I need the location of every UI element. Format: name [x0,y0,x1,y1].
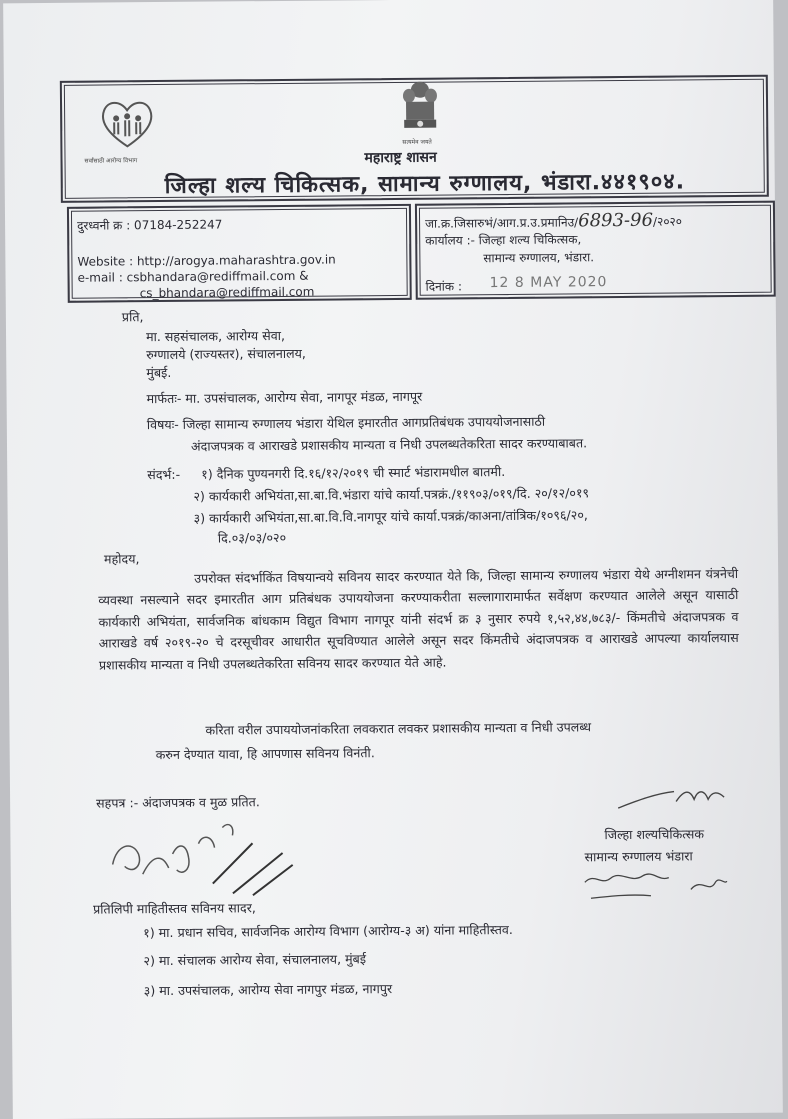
email-line-2: cs_bhandara@rediffmail.com [139,284,315,301]
reference-number-handwritten: 6893-96 [578,209,654,232]
copy-item-3: ३) मा. उपसंचालक, आरोग्य सेवा नागपुर मंडळ, नागपुर [143,981,393,999]
contact-box [67,204,412,303]
reference-box [415,201,776,300]
office-line-1: कार्यालय :- जिल्हा शल्य चिकित्सक, [425,232,582,248]
phone: दुरध्वनी क्र : 07184-252247 [77,217,223,233]
subject-line-1: विषयः- जिल्हा सामान्य रुग्णालय भंडारा येथिल इमारतीत आगप्रतिबंधक उपाययोजनासाठी [146,413,546,433]
emblem-caption: सत्यमेव जयते [402,138,432,146]
date-label: दिनांक : [425,279,463,294]
reference-number-suffix: /२०२० [652,214,683,229]
copy-item-1: १) मा. प्रधान सचिव, सार्वजनिक आरोग्य विभाग (आरोग्य-३ अ) यांना माहितीस्तव. [143,921,513,941]
reference-item-1: १) दैनिक पुण्यनगरी दि.१६/१२/२०१९ ची स्मार्ट भंडारामधील बातमी. [201,464,506,482]
health-logo-caption: सर्वांसाठी आरोग्य विभाग [84,157,138,165]
addressee-line-2: रुग्णालये (राज्यस्तर), संचालनालय, [146,345,306,363]
enclosure: सहपत्र :- अंदाजपत्रक व मुळ प्रतित. [96,794,260,811]
government-name: महाराष्ट्र शासन [364,149,437,167]
salutation: महोदय, [103,551,140,567]
signatory-title-1: जिल्हा शल्यचिकित्सक [604,826,705,843]
reference-item-3-date: दि.०३/०३/०२० [217,529,287,546]
copy-item-2: २) मा. संचालक आरोग्य सेवा, संचालनालय, मुंबई [143,951,367,969]
date-stamp: 12 8 MAY 2020 [489,274,608,292]
website: Website : http://arogya.maharashtra.gov.in [77,252,336,269]
national-emblem [396,78,445,140]
body-paragraph-2-line-1: करिता वरील उपाययोजनांकरिता लवकरात लवकर प्रशासकीय मान्यता व निधी उपलब्ध [205,719,592,738]
reference-item-3: ३) कार्यकारी अभियंता,सा.बा.वि.वि.नागपूर यांचे कार्या.पत्रक्रं/काअना/तांत्रिक/१०९६/२०, [193,507,588,526]
signatory-title-2: सामान्य रुग्णालय भंडारा [584,848,693,865]
office-line-2: सामान्य रुग्णालय, भंडारा. [483,250,595,266]
copy-label: प्रतिलिपी माहितीस्तव सविनय सादर, [92,900,256,917]
office-name: जिल्हा शल्य चिकित्सक, सामान्य रुग्णालय, भंडारा.४४१९०४. [164,169,686,199]
receipt-scribble [581,865,731,906]
letter-page [3,0,783,1119]
through-line: मार्फतः- मा. उपसंचालक, आरोग्य सेवा, नागपूर मंडळ, नागपूर [146,388,423,407]
initials-and-date-scribble [102,813,303,905]
subject-line-2: अंदाजपत्रक व आराखडे प्रशासकीय मान्यता व निधी उपलब्धतेकरिता सादर करण्याबाबत. [190,435,588,454]
body-paragraph-1: उपरोक्त संदर्भाकिंत विषयान्वये सविनय सादर करण्यात येते कि, जिल्हा सामान्य रुग्णालय भंडारा येथे अग्नीशमन यंत्रनेची व्यवस्था नसल्याने सदर इमारतीत आग प्रतिबंधक उपाययोजना करण्याकरीता सल्लागारामार्फत सर्वेक्षण करण्यात आलेले असून यासाठी कार्यकारी अभियंता, सार्वजनिक बांधकाम विद्युत विभाग नागपूर यांनी संदर्भ क्र ३ नुसार रुपये १,५२,४४,७८३/- किंमतीचे अंदाजपत्रक व आराखडे वर्ष २०१९-२० चे दरसूचीवर आधारीत सूचविण्यात आलेले असून सदर किंमतीचे अंदाजपत्रक व आराखडे आपल्या कार्यालयास प्रशासकीय मान्यता व निधी उपलब्धतेकरिता सविनय सादर करण्यात येते आहे. [98,565,739,673]
addressee-line-1: मा. सहसंचालक, आरोग्य सेवा, [145,327,286,345]
reference-number-prefix: जा.क्र.जिसारुभं/आग.प्र.उ.प्रमानिउ/ [425,215,579,231]
addressee-line-3: मुंबई. [146,364,172,381]
reference-number [425,209,682,232]
to-label: प्रति, [121,309,144,325]
body-paragraph-2-line-2: करुन देण्यात यावा, हि आपणास सविनय विनंती. [155,745,375,763]
references-label: संदर्भ:- [147,466,181,483]
health-department-logo [96,92,159,155]
signature-mark [614,783,734,814]
email-line: e-mail : csbhandara@rediffmail.com & [77,268,309,285]
reference-item-2: २) कार्यकारी अभियंता,सा.बा.वि.भंडारा यांचे कार्या.पत्रक्रं./११९०३/०१९/दि. २०/१२/०१९ [193,485,590,504]
